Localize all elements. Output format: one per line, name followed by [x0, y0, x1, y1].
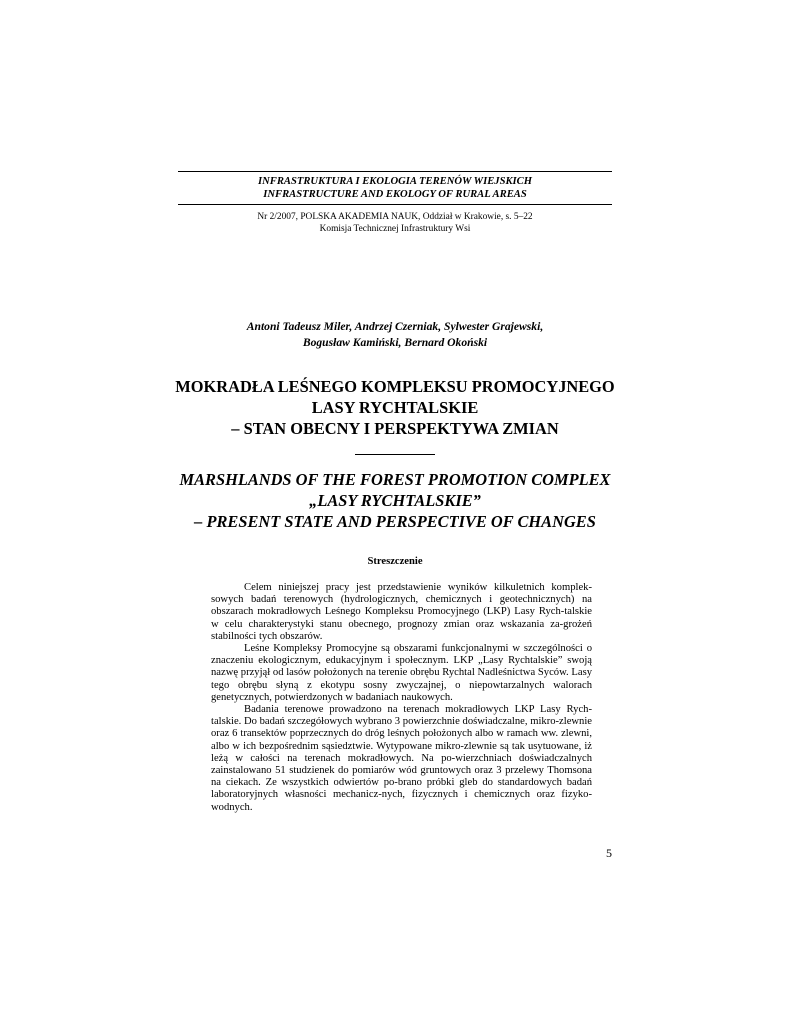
title-en-line-1: MARSHLANDS OF THE FOREST PROMOTION COMPLEX	[179, 470, 611, 489]
title-pl-line-2: LASY RYCHTALSKIE	[311, 398, 479, 417]
page-number: 5	[606, 846, 612, 860]
title-english	[150, 469, 640, 532]
title-polish	[160, 376, 630, 439]
abstract-paragraph-2: Leśne Kompleksy Promocyjne są obszarami funkcjonalnymi w szczególności o znaczeniu ekologicznym, edukacyjnym i społecznym. LKP „Lasy Rychtalskie” swoją nazwę przyjął od lasów położonych na terenie obrębu Rychtal Nadleśnictwa Syców. Lasy tego obrębu słyną z ekotypu sosny zwyczajnej, o niepowtarzalnych walorach genetycznych, potwierdzonych w badaniach naukowych.	[211, 643, 592, 703]
title-pl-line-1: MOKRADŁA LEŚNEGO KOMPLEKSU PROMOCYJNEGO	[175, 377, 615, 396]
abstract-paragraph-1: Celem niniejszej pracy jest przedstawienie wyników kilkuletnich komplek-sowych badań terenowych (hydrologicznych, chemicznych i geotechnicznych) na obszarach mokradłowych Leśnego Kompleksu Promocyjnego (LKP) Lasy Rych-talskie w celu charakterystyki stanu obecnego, prognozy zmian oraz wskazania za-grożeń stabilności tych obszarów.	[211, 582, 592, 642]
committee-line: Komisja Technicznej Infrastruktury Wsi	[319, 224, 471, 234]
issue-info	[178, 211, 612, 235]
authors-line-1: Antoni Tadeusz Miler, Andrzej Czerniak, Sylwester Grajewski,	[246, 320, 544, 333]
title-pl-line-3: – STAN OBECNY I PERSPEKTYWA ZMIAN	[231, 419, 559, 438]
abstract-body	[211, 582, 592, 814]
title-separator	[355, 454, 435, 455]
header-rule-bottom	[178, 204, 612, 205]
title-en-line-3: – PRESENT STATE AND PERSPECTIVE OF CHANGES	[194, 512, 596, 531]
abstract-paragraph-3: Badania terenowe prowadzono na terenach mokradłowych LKP Lasy Rych-talskie. Do badań szczegółowych wybrano 3 powierzchnie doświadczalne, mikro-zlewnie oraz 6 transektów poprzecznych do dróg leśnych położonych albo w ramach ww. zlewni, albo w ich bezpośrednim sąsiedztwie. Wytypowane mikro-zlewnie są tak usytuowane, iż leżą w całości na terenach mokradłowych. Na po-wierzchniach doświadczalnych zainstalowano 51 studzienek do pomiarów wód gruntowych oraz 3 przelewy Thomsona na ciekach. Ze wszystkich odwiertów po-brano próbki gleb do standardowych badań laboratoryjnych własności mechanicz-nych, fizycznych i chemicznych oraz fizyko-wodnych.	[211, 704, 592, 813]
journal-title-en: INFRASTRUCTURE AND EKOLOGY OF RURAL AREAS	[263, 189, 527, 200]
abstract-heading: Streszczenie	[367, 556, 423, 567]
issue-line: Nr 2/2007, POLSKA AKADEMIA NAUK, Oddział w Krakowie, s. 5–22	[257, 212, 533, 222]
journal-title-block	[178, 175, 612, 201]
title-en-line-2: „LASY RYCHTALSKIE”	[309, 491, 481, 510]
authors-line-2: Bogusław Kamiński, Bernard Okoński	[302, 336, 488, 349]
header-rule-top	[178, 171, 612, 172]
authors	[178, 319, 612, 351]
journal-title-pl: INFRASTRUKTURA I EKOLOGIA TERENÓW WIEJSKICH	[258, 176, 532, 187]
